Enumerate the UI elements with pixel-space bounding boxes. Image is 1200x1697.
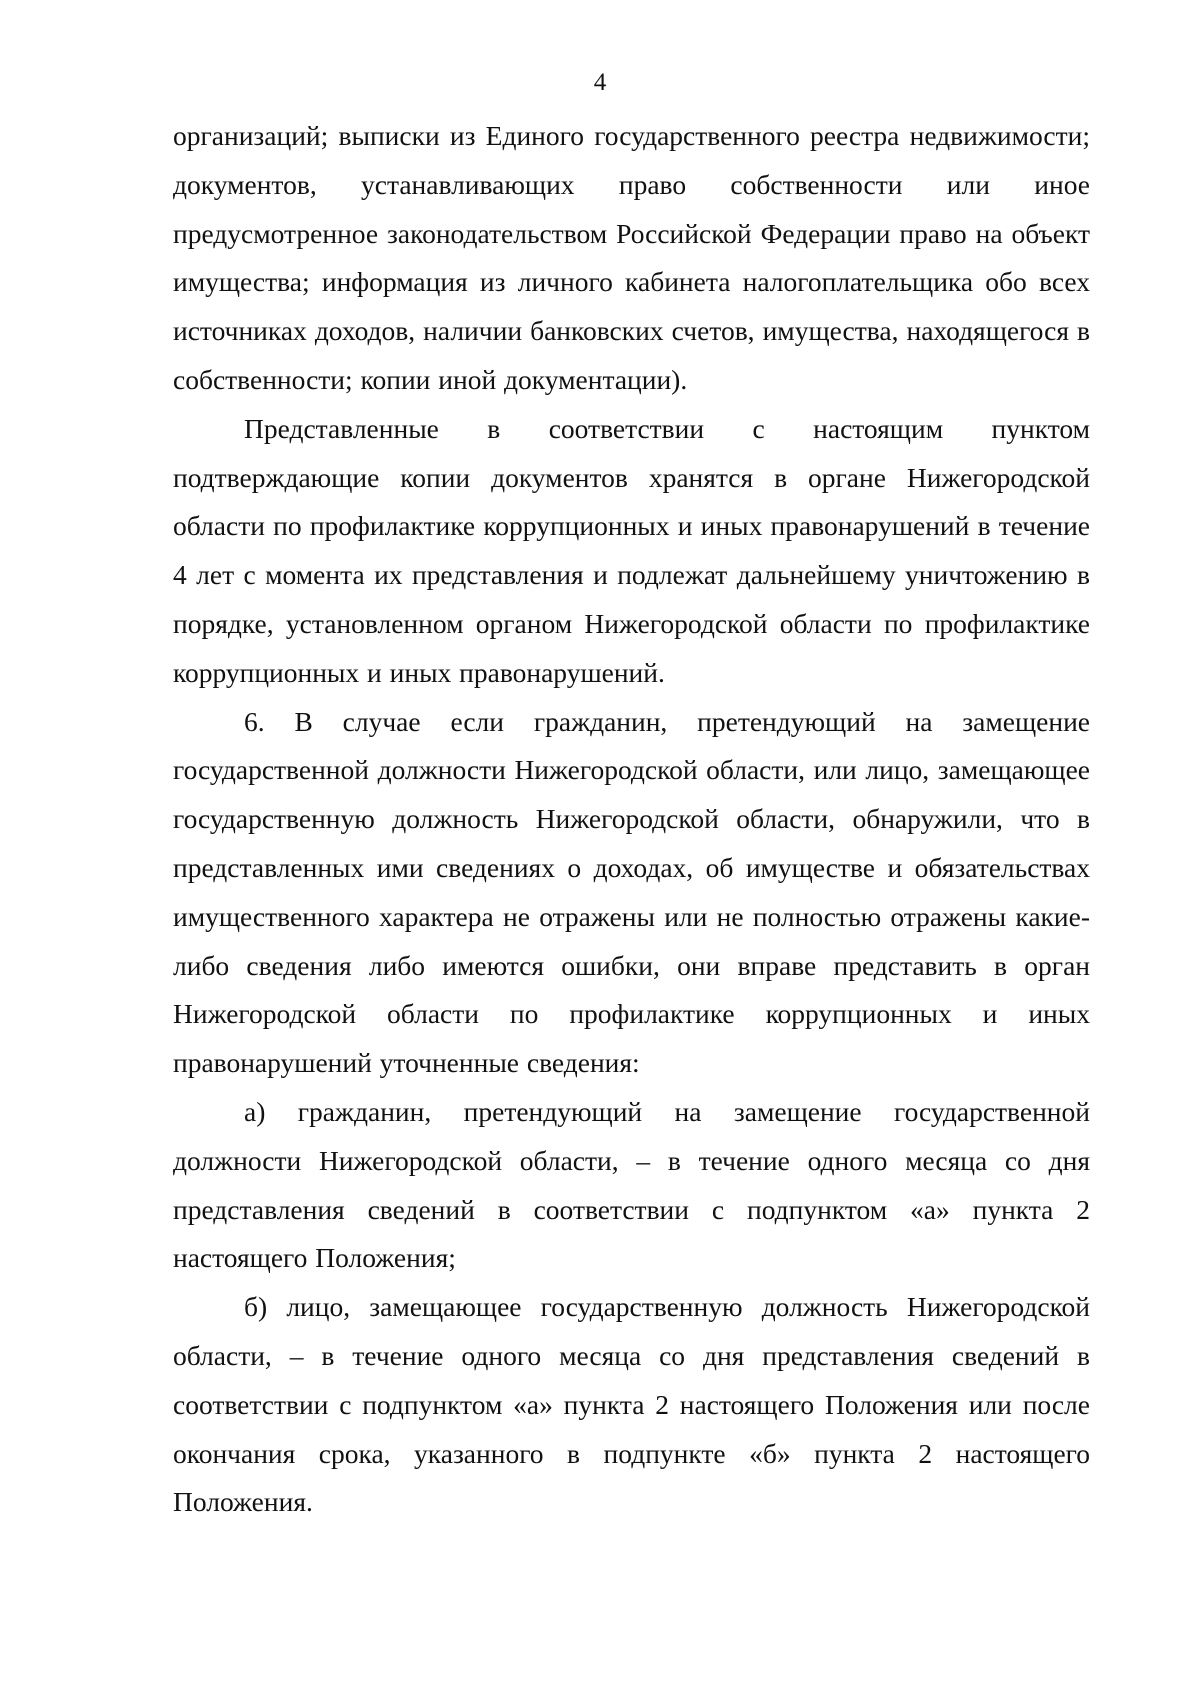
document-body bbox=[173, 112, 1090, 1527]
paragraph-subitem-a: а) гражданин, претендующий на замещение государственной должности Нижегородской области, – в течение одного месяца со дня представления сведений в соответствии с подпунктом «а» пункта 2 настоящего Положения; bbox=[173, 1095, 1090, 1274]
paragraph-subitem-b: б) лицо, замещающее государственную должность Нижегородской области, – в течение одного месяца со дня представления сведений в соответствии с подпунктом «а» пункта 2 настоящего Положения или после окончания срока, указанного в подпункте «б» пункта 2 настоящего Положения. bbox=[173, 1291, 1090, 1518]
paragraph-document-storage: Представленные в соответствии с настоящим пунктом подтверждающие копии документов хранятся в органе Нижегородской области по профилактике коррупционных и иных правонарушений в течение 4 лет с момента их представления и подлежат дальнейшему уничтожению в порядке, установленном органом Нижегородской области по профилактике коррупционных и иных правонарушений. bbox=[173, 412, 1090, 688]
paragraph-documents-list: организаций; выписки из Единого государственного реестра недвижимости; документов, устанавливающих право собственности или иное предусмотренное законодательством Российской Федерации право на объект имущества; информация из личного кабинета налогоплательщика обо всех источниках доходов, наличии банковских счетов, имущества, находящегося в собственности; копии иной документации). bbox=[173, 120, 1090, 395]
paragraph-item-6: 6. В случае если гражданин, претендующий на замещение государственной должности Нижегородской области, или лицо, замещающее государственную должность Нижегородской области, обнаружили, что в представленных ими сведениях о доходах, об имуществе и обязательствах имущественного характера не отражены или не полностью отражены какие-либо сведения либо имеются ошибки, они вправе представить в орган Нижегородской области по профилактике коррупционных и иных правонарушений уточненные сведения: bbox=[173, 705, 1090, 1079]
page-number: 4 bbox=[593, 69, 607, 96]
